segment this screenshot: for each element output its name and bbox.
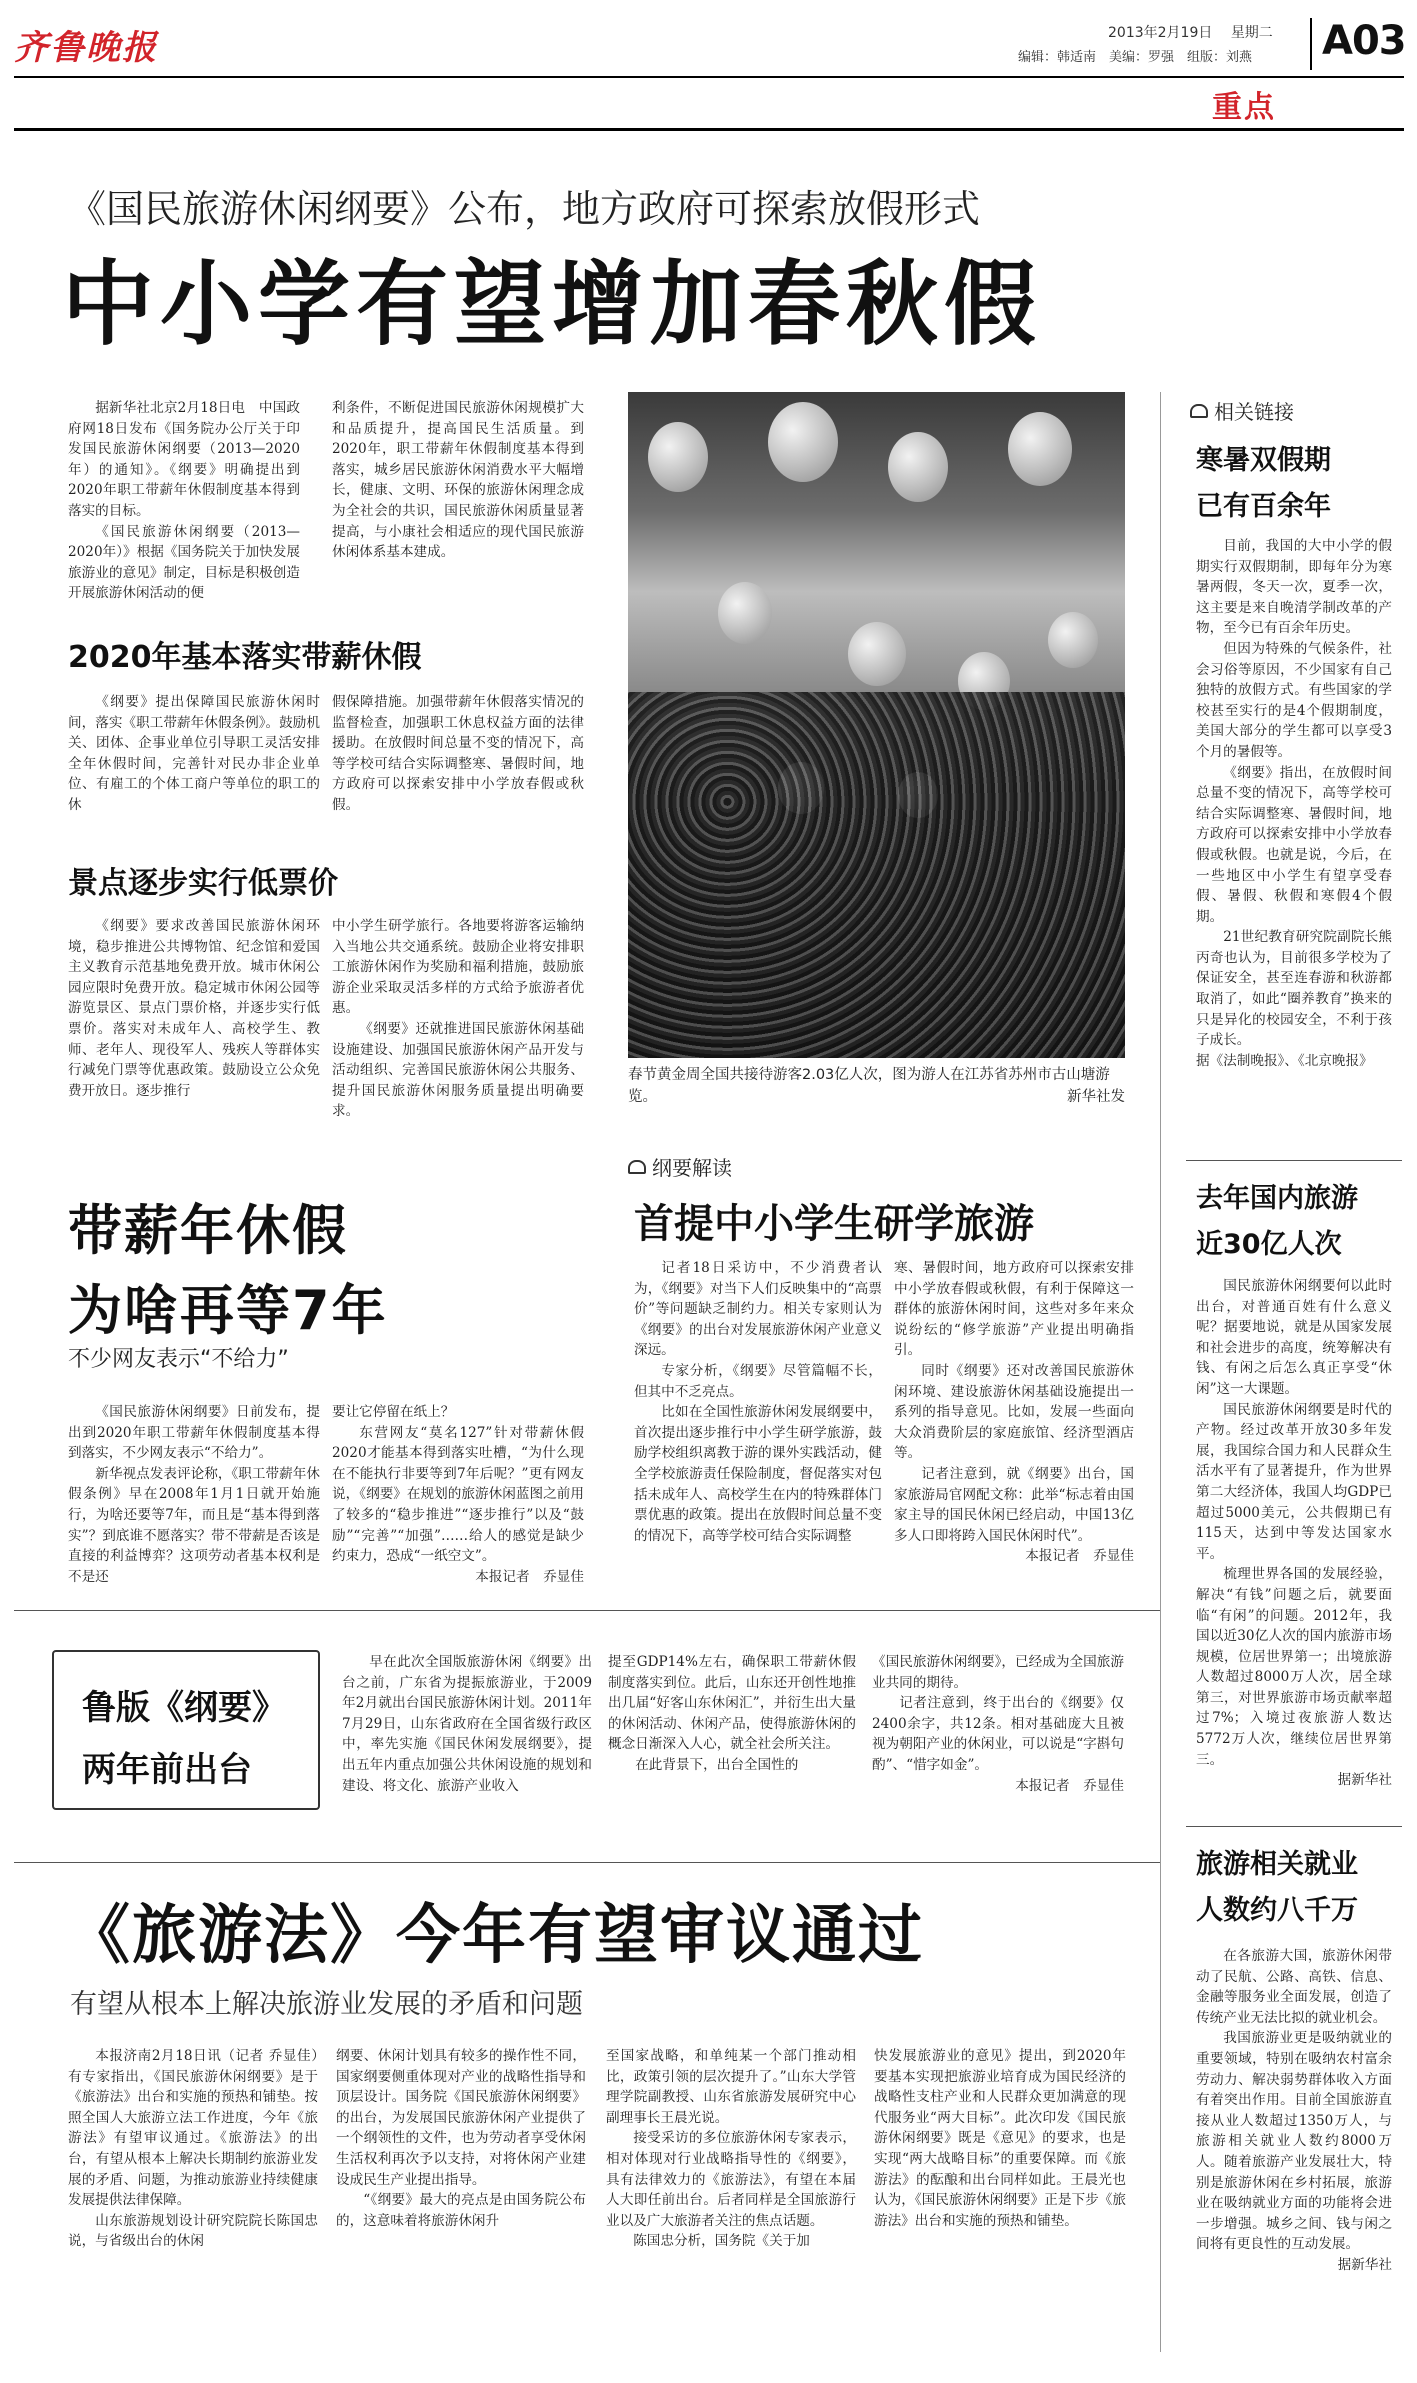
paragraph: 要让它停留在纸上？: [332, 1404, 455, 1420]
related-link-tag: [1190, 396, 1294, 425]
lead-subhead-2: 景点逐步实行低票价: [68, 866, 338, 901]
lead-col-3: [68, 692, 320, 838]
lantern: [1008, 412, 1072, 486]
paragraph: 本报济南2月18日讯（记者 乔显佳） 有专家指出，《国民旅游休闲纲要》是于《旅游法》出台和实施的预热和铺垫。按照全国人大旅游立法工作进度，今年《旅游法》有望审议通过。《旅游法》的出台，有望从根本上解决长期制约旅游业发展的矛盾、问题，为推动旅游业持续健康发展提供法律保障。: [68, 2048, 332, 2209]
tag-icon: [628, 1160, 646, 1174]
section-label: 重点: [1212, 90, 1276, 125]
article-divider: [14, 1610, 1160, 1611]
tag-icon: [1190, 404, 1208, 418]
paragraph: 纲要、休闲计划具有较多的操作性不同，国家纲要侧重体现对产业的战略性指导和顶层设计。国务院《国民旅游休闲纲要》的出台，为发展国民旅游休闲产业提供了一个纲领性的文件，也为劳动者享受休闲生活权利再次予以支持，对将休闲产业建设成民生产业提出指导。: [336, 2048, 586, 2188]
side1-headline-a: 寒暑双假期: [1196, 445, 1331, 476]
article4-headline-b: 两年前出台: [82, 1750, 252, 1790]
paragraph: 21世纪教育研究院副院长熊丙奇也认为，目前很多学校为了保证安全，甚至连春游和秋游都取消了，如此“圈养教育”换来的只是异化的校园安全，不利于孩子成长。: [1196, 929, 1392, 1049]
article4-col-2: [608, 1652, 856, 1848]
article4-headline-a: 鲁版《纲要》: [82, 1688, 286, 1728]
article5-col-2: [336, 2046, 586, 2356]
lead-kicker: 《国民旅游休闲纲要》公布，地方政府可探索放假形式: [68, 187, 981, 231]
article5-col-3: [606, 2046, 856, 2356]
paragraph: 我国旅游业更是吸纳就业的重要领域，特别在吸纳农村富余劳动力、解决弱势群体收入方面有着突出作用。目前全国旅游直接从业人数超过1350万人，与旅游相关就业人数约8000万人。随着旅游产业发展壮大，特别是旅游休闲在乡村拓展，旅游业在吸纳就业方面的功能将会进一步增强。城乡之间、钱与闲之间将有更良性的互动发展。: [1196, 2030, 1392, 2253]
paragraph: 山东旅游规划设计研究院院长陈国忠说，与省级出台的休闲: [68, 2212, 318, 2250]
lead-subhead-1: 2020年基本落实带薪休假: [68, 640, 422, 675]
interpretation-tag: [628, 1152, 732, 1181]
paragraph: 目前，我国的大中小学的假期实行双假期制，即每年分为寒暑两假，冬天一次，夏季一次，这主要是来自晚清学制改革的产物，至今已有百余年历史。: [1196, 538, 1392, 637]
byline: 本报记者 乔显佳: [1015, 1777, 1124, 1794]
paragraph: 比如在全国性旅游休闲发展纲要中，首次提出逐步推行中小学生研学旅游，鼓励学校组织离教于游的课外实践活动，健全学校旅游责任保险制度，督促落实对包括未成年人、高校学生在内的特殊群体门票优惠的政策。提出在放假时间总量不变的情况下，高等学校可结合实际调整: [634, 1404, 882, 1544]
photo-caption-box: [628, 1064, 1125, 1108]
paragraph: 梳理世界各国的发展经验，解决“有钱”问题之后，就要面临“有闲”的问题。2012年，我国以近30亿人次的国内旅游市场规模，位居世界第一；出境旅游人数超过8000万人次，居全球第三，对世界旅游市场贡献率超过7%；入境过夜旅游人数达5772万人次，继续位居世界第三。: [1196, 1566, 1392, 1768]
paragraph: 记者注意到，就《纲要》出台，国家旅游局官网配文称：此举“标志着由国家主导的国民休闲已经启动，中国13亿多人口即将跨入国民休闲时代”。: [894, 1465, 1134, 1544]
paragraph: 《纲要》还就推进国民旅游休闲基础设施建设、加强国民旅游休闲产品开发与活动组织、完善国民旅游休闲公共服务、提升国民旅游休闲服务质量提出明确要求。: [332, 1020, 584, 1120]
source: 据新华社: [1337, 2256, 1392, 2273]
side2-headline-a: 去年国内旅游: [1196, 1183, 1358, 1214]
paragraph: 《纲要》提出保障国民旅游休闲时间，落实《职工带薪年休假条例》。鼓励机关、团体、企事业单位引导职工灵活安排全年休假时间，完善针对民办非企业单位、有雇工的个体工商户等单位的职工的休: [68, 694, 320, 813]
paragraph: 《国民旅游休闲纲要（2013—2020年）》根据《国务院关于加快发展旅游业的意见》制定，目标是积极创造开展旅游休闲活动的便: [68, 523, 300, 602]
paragraph: 《纲要》要求改善国民旅游休闲环境，稳步推进公共博物馆、纪念馆和爱国主义教育示范基地免费开放。城市休闲公园应限时免费开放。稳定城市休闲公园等游览景区、景点门票价格，并逐步实行低票价。落实对未成年人、高校学生、教师、老年人、现役军人、残疾人等群体实行减免门票等优惠政策。鼓励设立公众免费开放日。逐步推行: [68, 918, 320, 1099]
paragraph: 快发展旅游业的意见》提出，到2020年要基本实现把旅游业培育成为国民经济的战略性支柱产业和人民群众更加满意的现代服务业“两大目标”。此次印发《国民旅游休闲纲要》既是《意见》的要求，也是实现“两大战略目标”的重要保障。而《旅游法》的酝酿和出台同样如此。王晨光也认为，《国民旅游休闲纲要》正是下步《旅游法》出台和实施的预热和铺垫。: [874, 2048, 1126, 2229]
paragraph: 东营网友“莫名127”针对带薪休假2020才能基本得到落实吐槽，“为什么现在不能执行非要等到7年后呢？”更有网友说，《纲要》在规划的旅游休闲蓝图之前用了较多的“稳步推进”“逐步推行”以及“鼓励”“完善”“加强”……给人的感觉是缺少约束力，恐成“一纸空文”。: [332, 1424, 584, 1565]
lantern: [888, 432, 948, 502]
source: 据《法制晚报》、《北京晚报》: [1196, 1052, 1373, 1069]
tag-label: 相关链接: [1214, 400, 1294, 424]
crowd: [628, 692, 1125, 1058]
lead-col-5: [68, 916, 320, 1124]
masthead-divider: [1310, 18, 1312, 70]
editor-credits: 编辑：韩适南 美编：罗强 组版：刘燕: [1018, 50, 1253, 65]
side-rule-1: [1186, 1160, 1402, 1161]
photo-caption: 春节黄金周全国共接待游客2.03亿人次，图为游人在江苏省苏州市古山塘游览。: [628, 1067, 1110, 1105]
page-number: A03: [1322, 18, 1406, 64]
lead-col-2: [332, 398, 584, 598]
article2-headline-b: 为啥再等7年: [68, 1279, 388, 1342]
paragraph: 接受采访的多位旅游休闲专家表示，相对体现对行业战略指导性的《纲要》，具有法律效力的《旅游法》，有望在本届人大即任前出台。后者同样是全国旅游行业以及广大旅游者关注的焦点话题。: [606, 2130, 856, 2229]
side-rule-2: [1186, 1826, 1402, 1827]
side2-headline-b: 近30亿人次: [1196, 1229, 1342, 1260]
paragraph: 新华视点发表评论称，《职工带薪年休假条例》早在2008年1月1日就开始施行，为啥还要等7年，而且是“基本得到落实”？到底谁不愿落实？带不带薪是否该是直接的利益博弈？这项劳动者基本权利是不是还: [68, 1465, 320, 1585]
masthead-rule: [14, 76, 1404, 78]
paragraph: 同时《纲要》还对改善国民旅游休闲环境、建设旅游休闲基础设施提出一系列的指导意见。比如，发展一些面向大众消费阶层的家庭旅馆、经济型酒店等。: [894, 1362, 1134, 1462]
weekday-text: 星期二: [1230, 25, 1273, 41]
paragraph: “《纲要》最大的亮点是由国务院公布的，这意味着将旅游休闲升: [336, 2192, 586, 2229]
paragraph: 记者注意到，终于出台的《纲要》仅2400余字，共12条。相对基础庞大且被视为朝阳产业的休闲业，可以说是“字斟句酌”、“惜字如金”。: [872, 1695, 1124, 1773]
paragraph: 早在此次全国版旅游休闲《纲要》出台之前，广东省为提振旅游业，于2009年2月就出台国民旅游休闲计划。2011年7月29日，山东省政府在全国省级行政区中，率先实施《国民休闲发展纲要》，提出五年内重点加强公共休闲设施的规划和建设、将文化、旅游产业收入: [342, 1654, 592, 1794]
byline: 本报记者 乔显佳: [1025, 1548, 1134, 1565]
lead-headline: 中小学有望增加春秋假: [62, 251, 1043, 358]
date-text: 2013年2月19日: [1108, 25, 1213, 41]
article2-col-1: [68, 1402, 320, 1594]
article5-col-1: [68, 2046, 332, 2356]
paragraph: 专家分析，《纲要》尽管篇幅不长，但其中不乏亮点。: [634, 1362, 882, 1400]
side3-body: [1196, 1946, 1392, 2356]
paragraph: 据新华社北京2月18日电 中国政府网18日发布《国务院办公厅关于印发国民旅游休闲纲要（2013—2020年）的通知》。《纲要》明确提出到2020年职工带薪年休假制度基本得到落实的目标。: [68, 400, 300, 519]
photo-credit: 新华社发: [1067, 1089, 1125, 1105]
article2-subhead: 不少网友表示“不给力”: [68, 1347, 289, 1372]
paragraph: 国民旅游休闲纲要何以此时出台，对普通百姓有什么意义呢？据要地说，就是从国家发展和社会进步的高度，统筹解决有钱、有闲之后怎么真正享受“休闲”这一大课题。: [1196, 1278, 1392, 1397]
article2-headline-a: 带薪年休假: [68, 1199, 348, 1262]
article3-col-2: [894, 1258, 1134, 1594]
paragraph: 在各旅游大国，旅游休闲带动了民航、公路、高铁、信息、金融等服务业全面发展，创造了传统产业无法比拟的就业机会。: [1196, 1948, 1392, 2026]
lead-col-6: [332, 916, 584, 1124]
article2-col-2: [332, 1402, 584, 1594]
source: 据新华社: [1337, 1772, 1392, 1789]
paragraph: 《纲要》指出，在放假时间总量不变的情况下，高等学校可结合实际调整寒、暑假时间，地方政府可以探索安排中小学放春假或秋假。也就是说，今后，在一些地区中小学生有望享受春假、暑假、秋假和寒假4个假期。: [1196, 764, 1392, 925]
paragraph: 寒、暑假时间，地方政府可以探索安排中小学放春假或秋假，有利于保障这一群体的旅游休闲时间，这些对多年来众说纷纭的“修学旅游”产业提出明确指引。: [894, 1260, 1134, 1359]
paragraph: 假保障措施。加强带薪年休假落实情况的监督检查，加强职工休息权益方面的法律援助。在放假时间总量不变的情况下，高等学校可结合实际调整寒、暑假时间，地方政府可以探索安排中小学放春假或秋假。: [332, 694, 584, 813]
byline: 本报记者 乔显佳: [475, 1568, 584, 1585]
section-rule: [14, 128, 1404, 131]
article5-headline: 《旅游法》今年有望审议通过: [66, 1899, 924, 1973]
paragraph: 但因为特殊的气候条件，社会习俗等原因，不少国家有自己独特的放假方式。有些国家的学校甚至实行的是4个假期制度，美国大部分的学生都可以享受3个月的暑假等。: [1196, 640, 1392, 760]
lantern: [768, 402, 838, 482]
article4-col-1: [342, 1652, 592, 1848]
article4-col-3: [872, 1652, 1124, 1848]
paragraph: 陈国忠分析，国务院《关于加: [633, 2233, 810, 2250]
paragraph: 在此背景下，出台全国性的: [635, 1756, 799, 1773]
paragraph: 《国民旅游休闲纲要》日前发布，提出到2020年职工带薪年休假制度基本得到落实，不少网友表示“不给力”。: [68, 1404, 320, 1462]
side3-headline-a: 旅游相关就业: [1196, 1849, 1358, 1880]
paragraph: 记者18日采访中，不少消费者认为，《纲要》对当下人们反映集中的“高票价”等问题缺乏制约力。相关专家则认为《纲要》的出台对发展旅游休闲产业意义深远。: [634, 1260, 882, 1359]
issue-date: [1108, 22, 1273, 42]
article5-col-4: [874, 2046, 1126, 2356]
article-divider: [14, 1862, 1160, 1863]
paragraph: 至国家战略，和单纯某一个部门推动相比，政策引领的层次提升了。”山东大学管理学院副教授、山东省旅游发展研究中心副理事长王晨光说。: [606, 2048, 856, 2126]
lead-col-1: [68, 398, 300, 602]
news-photo: [628, 392, 1125, 1058]
tag-label: 纲要解读: [652, 1156, 732, 1180]
lead-col-4: [332, 692, 584, 838]
lantern: [648, 422, 708, 492]
lantern: [848, 622, 906, 686]
article3-col-1: [634, 1258, 882, 1594]
lantern: [1048, 612, 1098, 668]
paragraph: 提至GDP14%左右，确保职工带薪休假制度落实到位。此后，山东还开创性地推出几届“好客山东休闲汇”，并衍生出大量的休闲活动、休闲产品，使得旅游休闲的概念日渐深入人心，就全社会所关注。: [608, 1654, 856, 1753]
side1-body: [1196, 536, 1392, 1146]
side1-headline-b: 已有百余年: [1196, 491, 1331, 522]
paragraph: 中小学生研学旅行。各地要将游客运输纳入当地公共交通系统。鼓励企业将安排职工旅游休闲作为奖励和福利措施，鼓励旅游企业采取灵活多样的方式给予旅游者优惠。: [332, 918, 584, 1017]
side3-headline-b: 人数约八千万: [1196, 1895, 1358, 1926]
article3-headline: 首提中小学生研学旅游: [634, 1201, 1034, 1247]
sidebar-divider: [1160, 392, 1161, 2352]
paragraph: 国民旅游休闲纲要是时代的产物。经过改革开放30多年发展，我国综合国力和人民群众生活水平有了显著提升，作为世界第二大经济体，我国人均GDP已超过5000美元，公共假期已有115天，达到中等发达国家水平。: [1196, 1401, 1392, 1562]
lantern: [718, 582, 772, 644]
paragraph: 利条件，不断促进国民旅游休闲规模扩大和品质提升，提高国民生活质量。到2020年，职工带薪年休假制度基本得到落实，城乡居民旅游休闲消费水平大幅增长，健康、文明、环保的旅游休闲理念成为全社会的共识，国民旅游休闲质量显著提高，与小康社会相适应的现代国民旅游休闲体系基本建成。: [332, 400, 584, 561]
side2-body: [1196, 1276, 1392, 1806]
newspaper-logo: 齐鲁晚报: [14, 28, 158, 68]
article5-subhead: 有望从根本上解决旅游业发展的矛盾和问题: [70, 1989, 583, 2020]
paragraph: 《国民旅游休闲纲要》，已经成为全国旅游业共同的期待。: [872, 1654, 1124, 1691]
